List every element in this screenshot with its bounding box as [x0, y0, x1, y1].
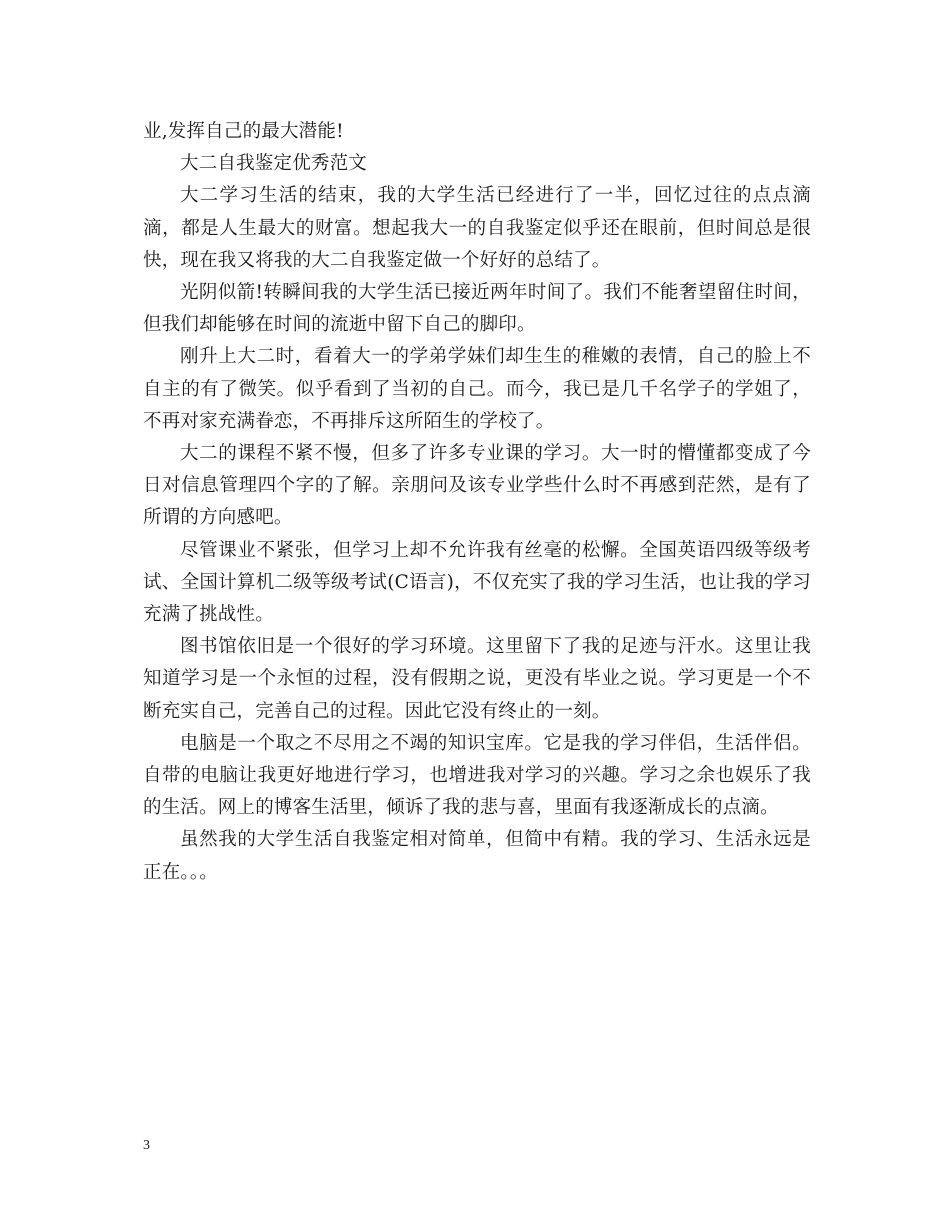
paragraph: 大二学习生活的结束，我的大学生活已经进行了一半，回忆过往的点点滴滴，都是人生最大的财富。想起我大一的自我鉴定似乎还在眼前，但时间总是很快，现在我又将我的大二自我鉴定做一个好好的总结了。: [143, 185, 811, 271]
paragraph: 图书馆依旧是一个很好的学习环境。这里留下了我的足迹与汗水。这里让我知道学习是一个永恒的过程，没有假期之说，更没有毕业之说。学习更是一个不断充实自己，完善自己的过程。因此它没有终止的一刻。: [143, 636, 811, 722]
paragraph: 大二的课程不紧不慢，但多了许多专业课的学习。大一时的懵懂都变成了今日对信息管理四个字的了解。亲朋问及该专业学些什么时不再感到茫然，是有了所谓的方向感吧。: [143, 443, 811, 529]
document-body: [143, 116, 811, 889]
paragraph: 刚升上大二时，看着大一的学弟学妹们却生生的稚嫩的表情，自己的脸上不自主的有了微笑。似乎看到了当初的自己。而今，我已是几千名学子的学姐了，不再对家充满眷恋，不再排斥这所陌生的学校了。: [143, 346, 811, 432]
paragraph: 虽然我的大学生活自我鉴定相对简单，但简中有精。我的学习、生活永远是正在。。。: [143, 829, 811, 883]
paragraph: 尽管课业不紧张，但学习上却不允许我有丝毫的松懈。全国英语四级等级考试、全国计算机二级等级考试(C语言)，不仅充实了我的学习生活，也让我的学习充满了挑战性。: [143, 539, 811, 626]
paragraph-continuation: 业,发挥自己的最大潜能!: [143, 121, 344, 142]
paragraph: 电脑是一个取之不尽用之不竭的知识宝库。它是我的学习伴侣，生活伴侣。自带的电脑让我更好地进行学习，也增进我对学习的兴趣。学习之余也娱乐了我的生活。网上的博客生活里，倾诉了我的悲与喜，里面有我逐渐成长的点滴。: [143, 732, 811, 819]
section-heading: 大二自我鉴定优秀范文: [180, 153, 368, 175]
page-number: 3: [143, 1138, 150, 1153]
paragraph: 光阴似箭!转瞬间我的大学生活已接近两年时间了。我们不能奢望留住时间，但我们却能够在时间的流逝中留下自己的脚印。: [143, 282, 811, 336]
